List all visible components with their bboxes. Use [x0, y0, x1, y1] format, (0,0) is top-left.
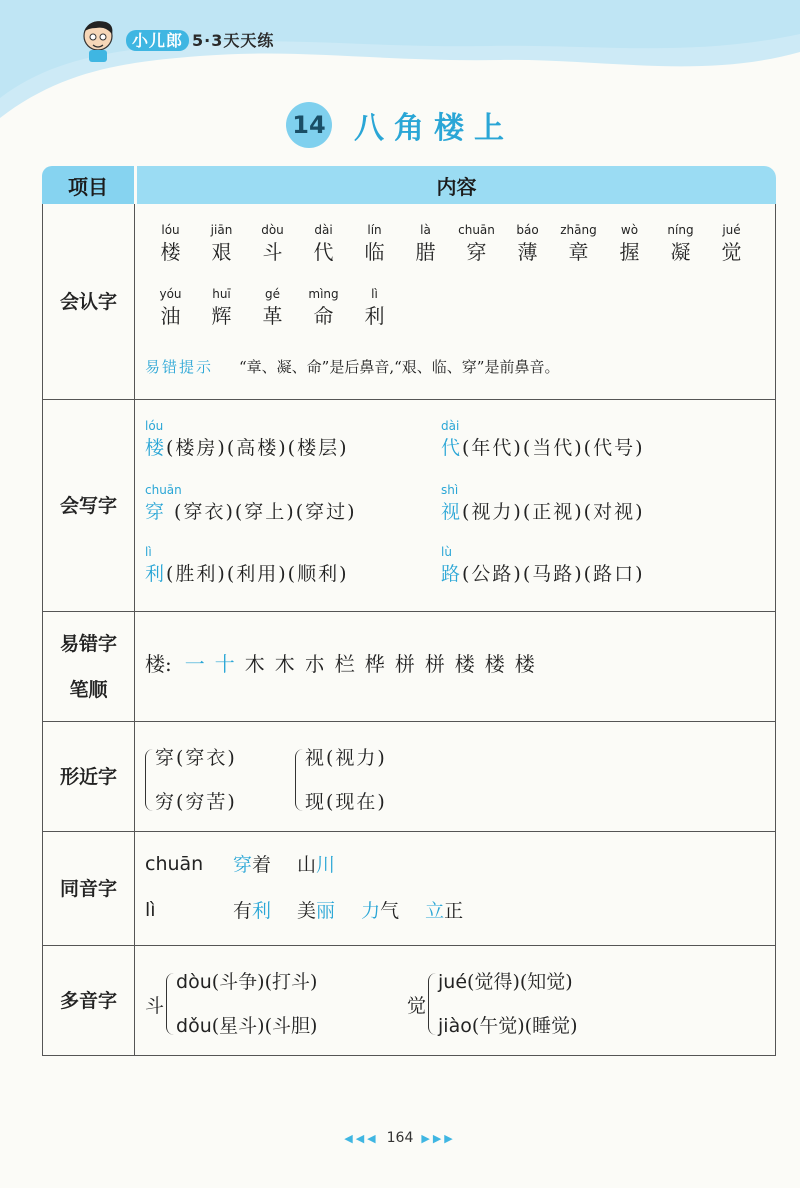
brace-icon: [295, 749, 303, 811]
recognize-line-2: yóu 油 huī 辉 gé 革 mìng 命 lì 利: [159, 287, 385, 328]
row-body: [135, 832, 775, 945]
row-label: 同音字: [43, 832, 135, 945]
brand-logo: [76, 14, 274, 64]
row-label: 会认字: [43, 204, 135, 399]
write-item: lóu 楼(楼房)(高楼)(楼层): [145, 419, 349, 459]
write-item: shì 视(视力)(正视)(对视): [441, 483, 645, 523]
row-write: [42, 400, 776, 612]
brace-icon: [145, 749, 153, 811]
row-similar: [42, 722, 776, 832]
header-item: 项目: [42, 166, 134, 204]
lesson-number-badge: 14: [286, 102, 332, 148]
homophone-line: chuān 穿着 山川: [145, 852, 336, 876]
similar-pair: 穿(穿衣) 穷(穷苦): [145, 736, 237, 824]
write-item: lì 利(胜利)(利用)(顺利): [145, 545, 349, 585]
stroke-char-label: 楼:: [145, 652, 172, 676]
write-item: dài 代(年代)(当代)(代号): [441, 419, 645, 459]
brace-icon: [166, 973, 174, 1035]
row-body: [135, 946, 775, 1055]
stroke-step: 桦: [364, 652, 385, 676]
page-number: 164: [386, 1130, 414, 1146]
hint-text: “章、凝、命”是后鼻音,“艰、临、穿”是前鼻音。: [239, 358, 560, 376]
row-body: [135, 612, 775, 721]
stroke-step: 一: [184, 652, 205, 676]
hint-tag: 易错提示: [145, 358, 214, 376]
stroke-step: 朩: [304, 652, 325, 676]
header-content: 内容: [137, 166, 776, 204]
row-homophone: [42, 832, 776, 946]
mascot-icon: [76, 16, 120, 62]
stroke-step: 木: [274, 652, 295, 676]
row-polyphone: [42, 946, 776, 1056]
lesson-table: [42, 166, 776, 1056]
stroke-sequence: [145, 648, 540, 677]
row-label: 形近字: [43, 722, 135, 831]
stroke-step: 楼: [454, 652, 475, 676]
brand-series: 小儿郎: [126, 30, 189, 51]
polyphone-group: 觉 jué(觉得)(知觉) jiào(午觉)(睡觉): [407, 971, 578, 1037]
page-footer: [0, 1130, 800, 1146]
row-label: 会写字: [43, 400, 135, 611]
lesson-title: [0, 102, 800, 148]
homophone-line: lì 有利 美丽 力气 立正: [145, 898, 464, 922]
error-hint: [145, 356, 559, 377]
row-label: 易错字 笔顺: [43, 612, 135, 721]
stroke-step: 十: [214, 652, 235, 676]
row-recognize: [42, 204, 776, 400]
stroke-step: 栏: [334, 652, 355, 676]
row-body: [135, 722, 775, 831]
stroke-step: 楼: [514, 652, 535, 676]
stroke-step: 栟: [424, 652, 445, 676]
row-body: [135, 400, 775, 611]
write-item: chuān 穿 (穿衣)(穿上)(穿过): [145, 483, 357, 523]
write-item: lù 路(公路)(马路)(路口): [441, 545, 645, 585]
recognize-line-1: lóu 楼 jiān 艰 dòu 斗 dài 代 lín 临 là 腊 chuān 穿 báo 薄 zhāng 章 wò 握 níng 凝 jué 觉: [160, 223, 742, 264]
table-header: [42, 166, 776, 204]
similar-pair: 视(视力) 现(现在): [295, 736, 387, 824]
stroke-step: 木: [244, 652, 265, 676]
stroke-step: 栟: [394, 652, 415, 676]
prev-arrows-icon: ◀◀◀: [344, 1131, 379, 1145]
polyphone-group: 斗 dòu(斗争)(打斗) dǒu(星斗)(斗胆): [145, 971, 318, 1037]
row-stroke-order: [42, 612, 776, 722]
brand-name: 5·3天天练: [192, 30, 275, 50]
row-body: [135, 204, 775, 399]
row-label: 多音字: [43, 946, 135, 1055]
lesson-name: 八角楼上: [354, 111, 514, 146]
next-arrows-icon: ▶▶▶: [421, 1131, 456, 1145]
stroke-step: 楼: [484, 652, 505, 676]
brace-icon: [428, 973, 436, 1035]
